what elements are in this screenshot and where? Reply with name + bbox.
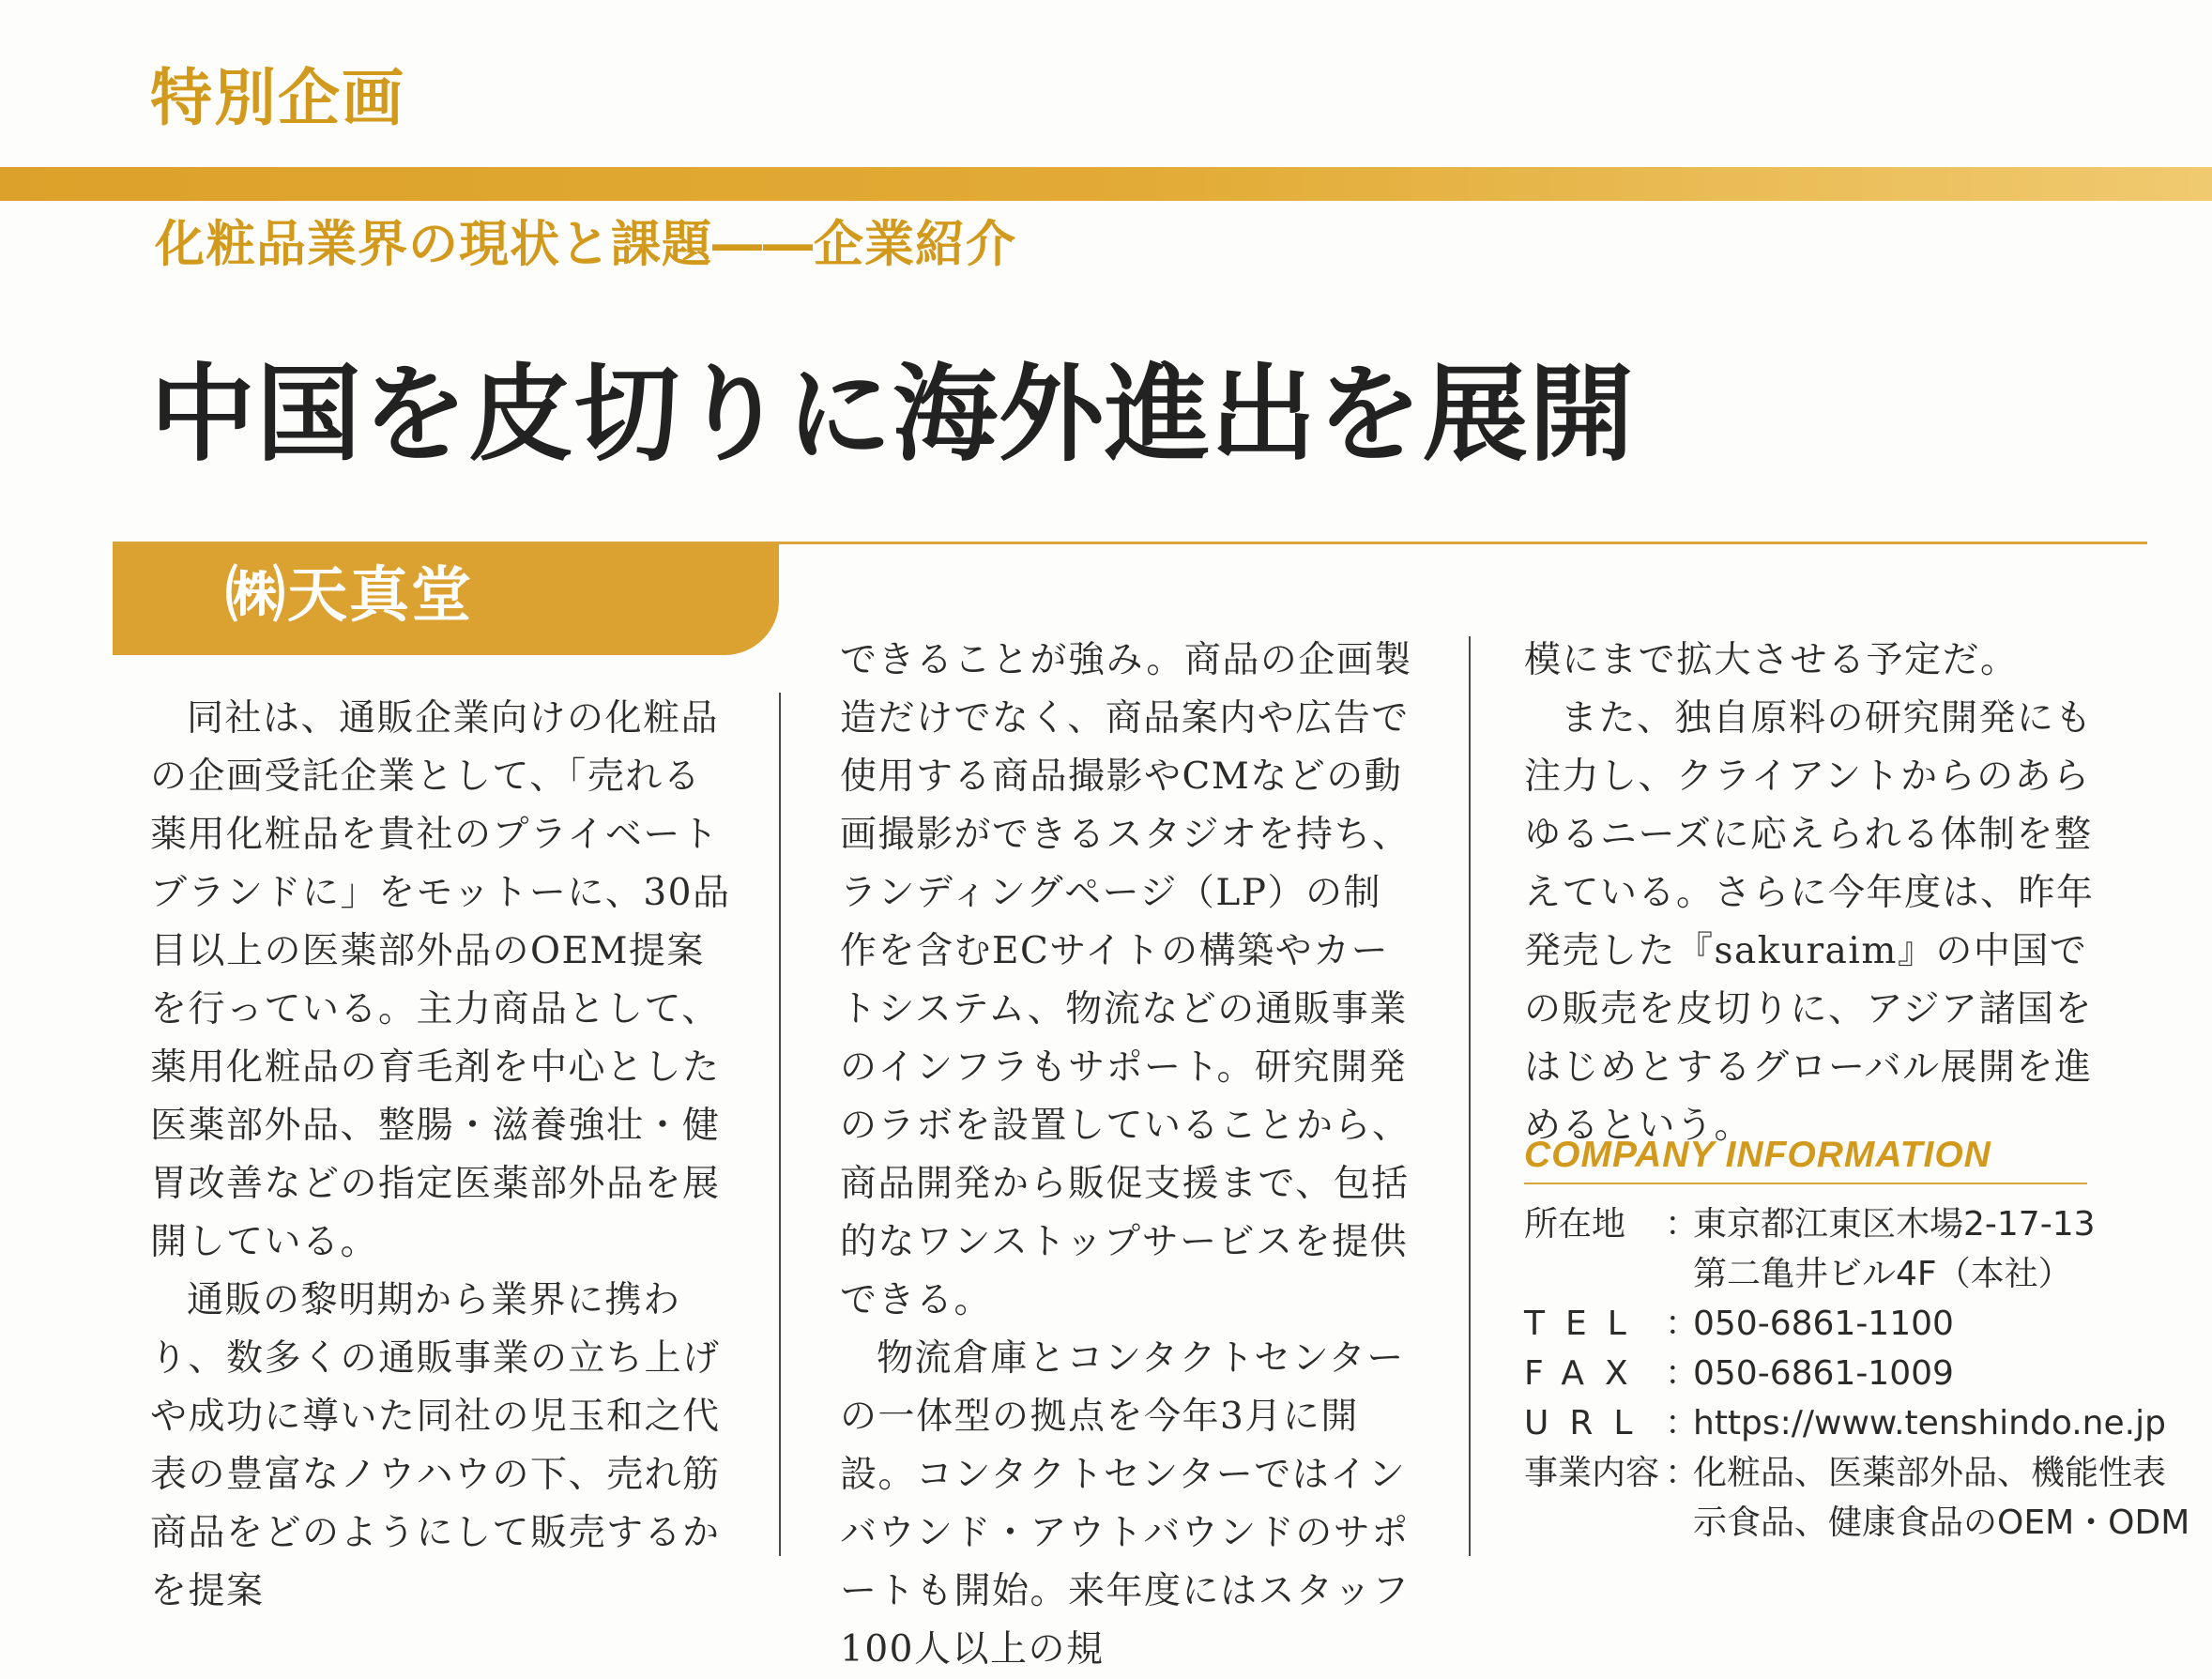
info-colon: ： [1665,1354,1700,1393]
info-row-fax [1524,1349,2189,1398]
info-colon: ： [1665,1404,1700,1442]
article-headline: 中国を皮切りに海外進出を展開 [150,354,1635,476]
article-subtitle: 化粧品業界の現状と課題――企業紹介 [155,216,1016,273]
info-value: 050-6861-1100 [1693,1305,1954,1343]
company-info-rule [1524,1183,2087,1184]
info-value: 示食品、健康食品のOEM・ODM [1693,1503,2190,1542]
info-label: TEL [1524,1305,1647,1343]
paragraph: 同社は、通販企業向けの化粧品の企画受託企業として、「売れる薬用化粧品を貴社のプライベートブランドに」をモットーに、30品目以上の医薬部外品のOEM提案を行っている。主力商品として、薬用化粧品の育毛剤を中心とした医薬部外品、整腸・滋養強壮・健胃改善などの指定医薬部外品を展開している。 [150,697,731,1263]
company-name: ㈱天真堂 [225,561,473,631]
paragraph: また、独自原料の研究開発にも注力し、クライアントからのあらゆるニーズに応えられる体制を整えている。さらに今年度は、昨年発売した『sakuraim』の中国での販売を皮切りに、アジア諸国をはじめとするグローバル展開を進めるという。 [1524,697,2095,1147]
paragraph: 通販の黎明期から業界に携わり、数多くの通販事業の立ち上げや成功に導いた同社の児玉和之代表の豊富なノウハウの下、売れ筋商品をどのようにして販売するかを提案 [150,1279,721,1612]
info-row-tel [1524,1299,2189,1349]
paragraph: できることが強み。商品の企画製造だけでなく、商品案内や広告で使用する商品撮影やCMなどの動画撮影ができるスタジオを持ち、ランディングページ（LP）の制作を含むECサイトの構築やカートシステム、物流などの通販事業のインフラもサポート。研究開発のラボを設置していることから、商品開発から販促支援まで、包括的なワンストップサービスを提供できる。 [840,639,1412,1321]
info-value: 050-6861-1009 [1693,1354,1954,1393]
info-row-address [1524,1199,2189,1249]
info-colon: ： [1665,1454,1700,1492]
article-column-2 [840,632,1412,1679]
company-url-link[interactable]: https://www.tenshindo.ne.jp [1693,1404,2166,1442]
section-label: 特別企画 [150,62,405,134]
info-row-url [1524,1398,2189,1448]
paragraph: 物流倉庫とコンタクトセンターの一体型の拠点を今年3月に開設。コンタクトセンターではインバウンド・アウトバウンドのサポートも開始。来年度にはスタッフ100人以上の規 [840,1337,1411,1671]
info-value: 東京都江東区木場2-17-13 [1693,1205,2096,1244]
info-colon: ： [1665,1305,1700,1343]
paragraph: 模にまで拡大させる予定だ。 [1524,639,2019,681]
info-label: URL [1524,1404,1654,1442]
article-column-1 [150,690,732,1621]
info-value: 化粧品、医薬部外品、機能性表 [1693,1454,2167,1492]
info-label: FAX [1524,1354,1649,1393]
header-bar [0,167,2212,201]
info-label: 事業内容 [1524,1454,1660,1492]
info-value: 第二亀井ビル4F（本社） [1693,1255,2072,1293]
column-divider [779,693,781,1556]
info-label: 所在地 [1524,1205,1626,1244]
info-colon: ： [1665,1205,1700,1244]
info-row-business [1524,1448,2189,1498]
company-info-table [1524,1199,2189,1548]
column-divider [1469,636,1471,1556]
article-column-3 [1524,632,2097,1155]
company-info-heading: COMPANY INFORMATION [1524,1135,1991,1175]
